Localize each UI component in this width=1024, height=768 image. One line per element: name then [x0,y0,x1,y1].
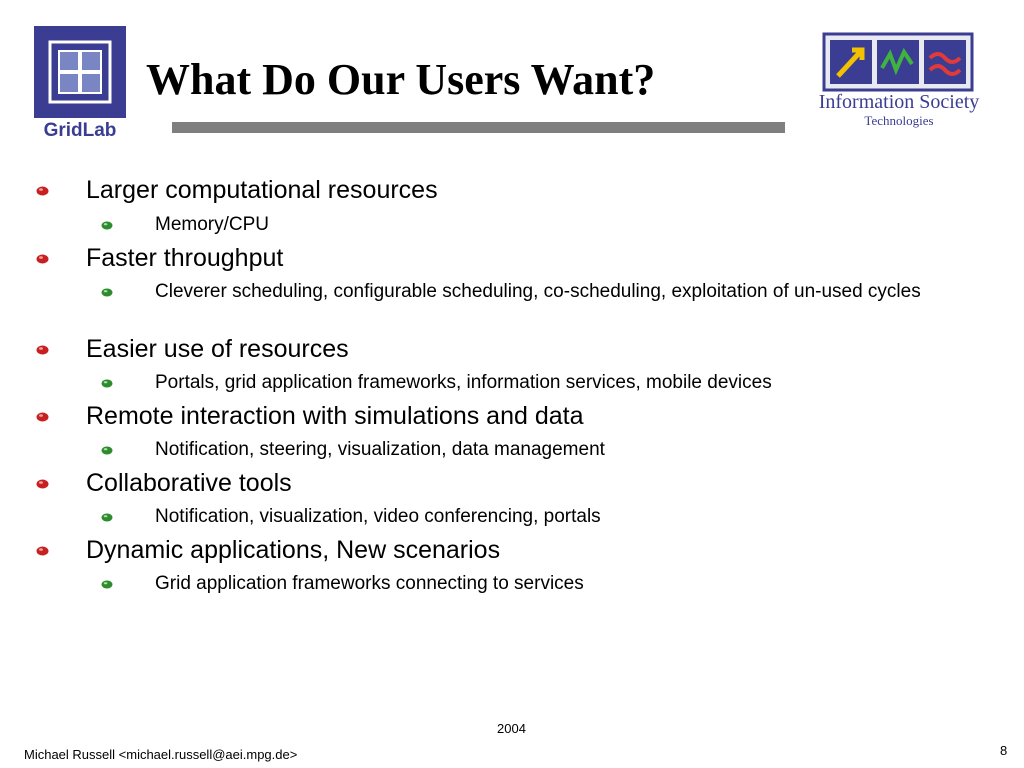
red-bullet-icon [36,412,49,422]
green-bullet-icon [101,513,113,522]
red-bullet-icon [36,546,49,556]
bullet-text: Larger computational resources [86,176,438,204]
red-bullet-icon [36,345,49,355]
page-number: 8 [1000,743,1008,758]
footer-year: 2004 [497,721,526,736]
bullet-text: Remote interaction with simulations and data [86,402,584,430]
sub-bullet-text: Grid application frameworks connecting to services [155,573,584,594]
red-bullet-icon [36,254,49,264]
bullet-text: Dynamic applications, New scenarios [86,536,501,564]
footer-author: Michael Russell <michael.russell@aei.mpg.de> [24,747,298,762]
ist-logo-line2: Technologies [864,113,934,128]
green-bullet-icon [101,379,113,388]
red-bullet-icon [36,479,49,489]
sub-bullet-text: Notification, steering, visualization, data management [155,439,605,460]
bullet-text: Collaborative tools [86,469,292,497]
green-bullet-icon [101,446,113,455]
green-bullet-icon [101,580,113,589]
gridlab-logo-label: GridLab [43,120,117,141]
page-title: What Do Our Users Want? [146,55,656,104]
green-bullet-icon [101,288,113,297]
sub-bullet-text: Memory/CPU [155,214,270,235]
sub-bullet-text: Portals, grid application frameworks, information services, mobile devices [155,372,772,393]
bullet-text: Easier use of resources [86,335,349,363]
sub-bullet-text: Notification, visualization, video conferencing, portals [155,506,601,527]
red-bullet-icon [36,186,49,196]
sub-bullet-text: Cleverer scheduling, configurable scheduling, co-scheduling, exploitation of un-used cycles [155,281,921,302]
bullet-text: Faster throughput [86,244,284,272]
green-bullet-icon [101,221,113,230]
ist-logo-line1: Information Society [818,91,980,113]
